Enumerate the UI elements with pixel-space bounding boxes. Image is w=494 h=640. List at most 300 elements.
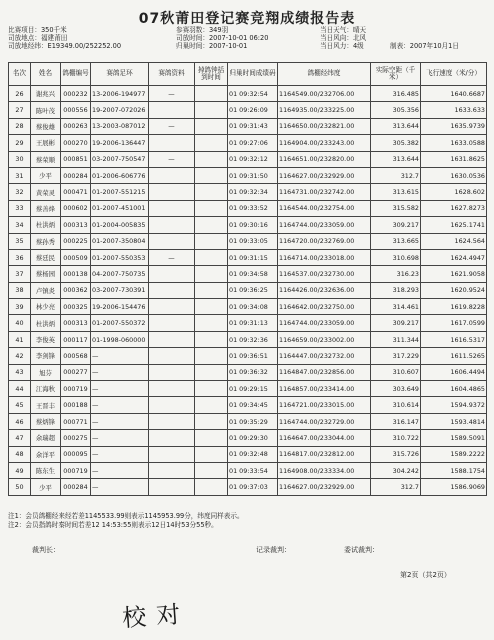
cell-clock-time bbox=[195, 217, 228, 233]
table-row bbox=[9, 151, 487, 167]
cell-bird-info: — bbox=[149, 249, 195, 265]
cell-rank: 26 bbox=[9, 86, 31, 102]
cell-distance: 310.722 bbox=[371, 430, 421, 446]
cell-distance: 314.461 bbox=[371, 299, 421, 315]
header-rank: 名次 bbox=[9, 63, 31, 86]
header-clock-time: 掉鸽钟括到时间 bbox=[195, 63, 228, 86]
cell-loft-id: 000263 bbox=[61, 118, 91, 134]
race-distance: 比赛项目：350千米 bbox=[8, 26, 67, 34]
cell-rank: 43 bbox=[9, 364, 31, 380]
cell-distance: 309.217 bbox=[371, 217, 421, 233]
table-row bbox=[9, 413, 487, 429]
cell-bird-info bbox=[149, 479, 195, 495]
cell-loft-id: 000362 bbox=[61, 282, 91, 298]
cell-name: 蔡荣顺 bbox=[31, 151, 61, 167]
release-place: 司放地点：福建莆田 bbox=[8, 34, 68, 43]
cell-loft-id: 000719 bbox=[61, 462, 91, 478]
cell-rank: 31 bbox=[9, 167, 31, 183]
cell-speed: 1606.4494 bbox=[421, 364, 487, 380]
cell-return-time: 01 09:34:58 bbox=[228, 266, 278, 282]
cell-distance: 313.644 bbox=[371, 118, 421, 134]
cell-rank: 33 bbox=[9, 200, 31, 216]
cell-clock-time bbox=[195, 86, 228, 102]
cell-distance: 305.356 bbox=[371, 102, 421, 118]
table-row bbox=[9, 184, 487, 200]
cell-ring: — bbox=[91, 430, 149, 446]
cell-ring: 01-2007-551215 bbox=[91, 184, 149, 200]
cell-bird-info: — bbox=[149, 118, 195, 134]
cell-clock-time bbox=[195, 381, 228, 397]
cell-name: 旭芬 bbox=[31, 364, 61, 380]
cell-coords: 1164651.00/232820.00 bbox=[278, 151, 371, 167]
cell-rank: 41 bbox=[9, 331, 31, 347]
cell-clock-time bbox=[195, 167, 228, 183]
cell-rank: 47 bbox=[9, 430, 31, 446]
cell-rank: 29 bbox=[9, 135, 31, 151]
cell-distance: 316.23 bbox=[371, 266, 421, 282]
cell-return-time: 01 09:32:34 bbox=[228, 184, 278, 200]
cell-speed: 1604.4865 bbox=[421, 381, 487, 397]
cell-speed: 1635.9739 bbox=[421, 118, 487, 134]
cell-rank: 37 bbox=[9, 266, 31, 282]
cell-rank: 42 bbox=[9, 348, 31, 364]
cell-return-time: 01 09:36:25 bbox=[228, 282, 278, 298]
cell-speed: 1611.5265 bbox=[421, 348, 487, 364]
table-row bbox=[9, 299, 487, 315]
cell-coords: 1164817.00/232812.00 bbox=[278, 446, 371, 462]
cell-speed: 1616.5317 bbox=[421, 331, 487, 347]
cell-bird-info bbox=[149, 282, 195, 298]
cell-distance: 305.382 bbox=[371, 135, 421, 151]
cell-ring: 19-2006-136447 bbox=[91, 135, 149, 151]
cell-distance: 315.582 bbox=[371, 200, 421, 216]
cell-bird-info bbox=[149, 299, 195, 315]
cell-rank: 40 bbox=[9, 315, 31, 331]
cell-ring: — bbox=[91, 462, 149, 478]
cell-coords: 1164537.00/232730.00 bbox=[278, 266, 371, 282]
cell-return-time: 01 09:35:29 bbox=[228, 413, 278, 429]
header-coords: 鸽棚经纬度 bbox=[278, 63, 371, 86]
cell-coords: 1164935.00/233225.00 bbox=[278, 102, 371, 118]
cell-clock-time bbox=[195, 118, 228, 134]
cell-speed: 1588.1754 bbox=[421, 462, 487, 478]
cell-name: 蔡俊雄 bbox=[31, 118, 61, 134]
cell-clock-time bbox=[195, 348, 228, 364]
cell-rank: 48 bbox=[9, 446, 31, 462]
table-header-row bbox=[9, 63, 487, 86]
table-row bbox=[9, 167, 487, 183]
cell-bird-info bbox=[149, 413, 195, 429]
cell-coords: 1164857.00/233414.00 bbox=[278, 381, 371, 397]
table-row bbox=[9, 135, 487, 151]
cell-return-time: 01 09:33:54 bbox=[228, 462, 278, 478]
cell-rank: 35 bbox=[9, 233, 31, 249]
cell-ring: — bbox=[91, 479, 149, 495]
cell-return-time: 01 09:32:12 bbox=[228, 151, 278, 167]
cell-return-time: 01 09:27:06 bbox=[228, 135, 278, 151]
cell-clock-time bbox=[195, 364, 228, 380]
header-ring: 赛鸽足环 bbox=[91, 63, 149, 86]
cell-bird-info bbox=[149, 381, 195, 397]
cell-return-time: 01 09:31:43 bbox=[228, 118, 278, 134]
table-row bbox=[9, 217, 487, 233]
cell-loft-id: 000313 bbox=[61, 315, 91, 331]
committee-label: 委试裁判： bbox=[344, 546, 379, 554]
header-bird-info: 赛鸽资料 bbox=[149, 63, 195, 86]
header-distance: 实际空距（千米） bbox=[371, 63, 421, 86]
table-row bbox=[9, 397, 487, 413]
cell-ring: 01-2007-550353 bbox=[91, 249, 149, 265]
cell-return-time: 01 09:29:30 bbox=[228, 430, 278, 446]
cell-name: 少平 bbox=[31, 479, 61, 495]
page-number: 第2页（共2页） bbox=[400, 571, 451, 579]
chief-judge-label: 裁判长： bbox=[32, 546, 60, 554]
cell-loft-id: 000270 bbox=[61, 135, 91, 151]
cell-clock-time bbox=[195, 299, 228, 315]
cell-bird-info: — bbox=[149, 86, 195, 102]
cell-coords: 1164731.00/232742.00 bbox=[278, 184, 371, 200]
cell-bird-info bbox=[149, 348, 195, 364]
release-coords: 司放地经纬：E19349.00/252252.00 bbox=[8, 42, 122, 51]
cell-loft-id: 000117 bbox=[61, 331, 91, 347]
cell-rank: 32 bbox=[9, 184, 31, 200]
cell-clock-time bbox=[195, 151, 228, 167]
signature-line bbox=[0, 545, 494, 557]
cell-clock-time bbox=[195, 184, 228, 200]
cell-clock-time bbox=[195, 135, 228, 151]
cell-ring: 19-2006-154476 bbox=[91, 299, 149, 315]
footnote-2: 注2：会员指鸽时秦时间若差12 14:53:55则表示12日14时53分55秒。 bbox=[8, 521, 218, 529]
cell-ring: 13-2006-194977 bbox=[91, 86, 149, 102]
cell-coords: 1164744.00/233059.00 bbox=[278, 217, 371, 233]
cell-return-time: 01 09:33:52 bbox=[228, 200, 278, 216]
cell-bird-info bbox=[149, 430, 195, 446]
cell-name: 蔡炳锋 bbox=[31, 413, 61, 429]
wind-force: 当日风力：4级 bbox=[320, 42, 364, 51]
cell-rank: 36 bbox=[9, 249, 31, 265]
cell-rank: 38 bbox=[9, 282, 31, 298]
release-time: 司放时间：2007-10-01 06:20 bbox=[176, 34, 269, 43]
cell-name: 蔡孙秀 bbox=[31, 233, 61, 249]
cell-clock-time bbox=[195, 233, 228, 249]
cell-name: 杜洪炳 bbox=[31, 217, 61, 233]
cell-speed: 1630.0536 bbox=[421, 167, 487, 183]
cell-bird-info bbox=[149, 233, 195, 249]
table-row bbox=[9, 381, 487, 397]
cell-name: 蔡善烽 bbox=[31, 200, 61, 216]
footnotes bbox=[8, 512, 488, 530]
cell-return-time: 01 09:31:50 bbox=[228, 167, 278, 183]
cell-speed: 1594.9372 bbox=[421, 397, 487, 413]
cell-clock-time bbox=[195, 446, 228, 462]
cell-name: 林少亮 bbox=[31, 299, 61, 315]
cell-speed: 1631.8625 bbox=[421, 151, 487, 167]
cell-return-time: 01 09:30:16 bbox=[228, 217, 278, 233]
cell-bird-info bbox=[149, 217, 195, 233]
cell-return-time: 01 09:31:15 bbox=[228, 249, 278, 265]
recorder-label: 记录裁判： bbox=[256, 546, 291, 554]
table-row bbox=[9, 266, 487, 282]
cell-distance: 315.726 bbox=[371, 446, 421, 462]
cell-loft-id: 000325 bbox=[61, 299, 91, 315]
meta-col-3 bbox=[320, 26, 366, 51]
cell-rank: 46 bbox=[9, 413, 31, 429]
cell-bird-info bbox=[149, 200, 195, 216]
cell-ring: 01-2007-350804 bbox=[91, 233, 149, 249]
table-row bbox=[9, 348, 487, 364]
cell-return-time: 01 09:32:54 bbox=[228, 86, 278, 102]
cell-distance: 313.665 bbox=[371, 233, 421, 249]
cell-bird-info bbox=[149, 397, 195, 413]
cell-clock-time bbox=[195, 413, 228, 429]
entry-count: 参赛羽数：349羽 bbox=[176, 26, 229, 34]
cell-return-time: 01 09:31:13 bbox=[228, 315, 278, 331]
cell-coords: 1164908.00/233334.00 bbox=[278, 462, 371, 478]
cell-speed: 1625.1741 bbox=[421, 217, 487, 233]
cell-distance: 312.7 bbox=[371, 167, 421, 183]
weather: 当日天气：晴天 bbox=[320, 26, 367, 34]
cell-ring: 01-2007-550372 bbox=[91, 315, 149, 331]
cell-bird-info bbox=[149, 462, 195, 478]
table-row bbox=[9, 479, 487, 495]
cell-loft-id: 000851 bbox=[61, 151, 91, 167]
cell-coords: 1164549.00/232706.00 bbox=[278, 86, 371, 102]
cell-loft-id: 000568 bbox=[61, 348, 91, 364]
cell-coords: 1164627.00/232929.00 bbox=[278, 479, 371, 495]
cell-return-time: 01 09:32:48 bbox=[228, 446, 278, 462]
cell-return-time: 01 09:26:09 bbox=[228, 102, 278, 118]
cell-distance: 313.644 bbox=[371, 151, 421, 167]
meta-col-2 bbox=[176, 26, 268, 51]
cell-speed: 1628.602 bbox=[421, 184, 487, 200]
cell-bird-info bbox=[149, 364, 195, 380]
cell-clock-time bbox=[195, 266, 228, 282]
cell-return-time: 01 09:36:51 bbox=[228, 348, 278, 364]
report-title: 07秋莆田登记赛竞翔成绩报告表 bbox=[138, 11, 356, 27]
cell-coords: 1164720.00/232769.00 bbox=[278, 233, 371, 249]
cell-ring: — bbox=[91, 397, 149, 413]
handwritten-proofread-note: 校对 bbox=[121, 599, 192, 633]
cell-distance: 304.242 bbox=[371, 462, 421, 478]
cell-name: 蔡廷民 bbox=[31, 249, 61, 265]
cell-coords: 1164659.00/233002.00 bbox=[278, 331, 371, 347]
cell-ring: — bbox=[91, 381, 149, 397]
cell-loft-id: 000471 bbox=[61, 184, 91, 200]
cell-speed: 1586.9069 bbox=[421, 479, 487, 495]
cell-coords: 1164744.00/232729.00 bbox=[278, 413, 371, 429]
cell-ring: 04-2007-750735 bbox=[91, 266, 149, 282]
table-row bbox=[9, 86, 487, 102]
cell-name: 黄荣灵 bbox=[31, 184, 61, 200]
cell-ring: 13-2003-087012 bbox=[91, 118, 149, 134]
cell-coords: 1164544.00/232754.00 bbox=[278, 200, 371, 216]
cell-distance: 309.217 bbox=[371, 315, 421, 331]
table-row bbox=[9, 249, 487, 265]
cell-rank: 49 bbox=[9, 462, 31, 478]
cell-speed: 1619.8228 bbox=[421, 299, 487, 315]
table-row bbox=[9, 102, 487, 118]
cell-distance: 310.614 bbox=[371, 397, 421, 413]
cell-distance: 317.229 bbox=[371, 348, 421, 364]
cell-loft-id: 000277 bbox=[61, 364, 91, 380]
cell-clock-time bbox=[195, 102, 228, 118]
cell-speed: 1624.4947 bbox=[421, 249, 487, 265]
cell-ring: 19-2007-072026 bbox=[91, 102, 149, 118]
table-row bbox=[9, 282, 487, 298]
cell-loft-id: 000284 bbox=[61, 479, 91, 495]
cell-rank: 39 bbox=[9, 299, 31, 315]
cell-name: 王展彬 bbox=[31, 135, 61, 151]
cell-bird-info bbox=[149, 266, 195, 282]
cell-coords: 1164721.00/233015.00 bbox=[278, 397, 371, 413]
cell-name: 王晋丰 bbox=[31, 397, 61, 413]
cell-ring: — bbox=[91, 446, 149, 462]
cell-loft-id: 000556 bbox=[61, 102, 91, 118]
cell-loft-id: 000188 bbox=[61, 397, 91, 413]
cell-loft-id: 000232 bbox=[61, 86, 91, 102]
cell-bird-info bbox=[149, 102, 195, 118]
cell-return-time: 01 09:29:15 bbox=[228, 381, 278, 397]
cell-loft-id: 000225 bbox=[61, 233, 91, 249]
cell-bird-info bbox=[149, 167, 195, 183]
table-row bbox=[9, 364, 487, 380]
cell-bird-info bbox=[149, 446, 195, 462]
cell-name: 少平 bbox=[31, 167, 61, 183]
cell-ring: 01-2004-005835 bbox=[91, 217, 149, 233]
cell-loft-id: 000602 bbox=[61, 200, 91, 216]
cell-distance: 310.698 bbox=[371, 249, 421, 265]
table-row bbox=[9, 118, 487, 134]
cell-clock-time bbox=[195, 200, 228, 216]
cell-speed: 1593.4814 bbox=[421, 413, 487, 429]
cell-name: 卢镇炎 bbox=[31, 282, 61, 298]
cell-speed: 1617.0599 bbox=[421, 315, 487, 331]
cell-loft-id: 000138 bbox=[61, 266, 91, 282]
cell-coords: 1164627.00/232929.00 bbox=[278, 167, 371, 183]
cell-bird-info bbox=[149, 135, 195, 151]
cell-rank: 27 bbox=[9, 102, 31, 118]
cell-speed: 1627.8273 bbox=[421, 200, 487, 216]
cell-loft-id: 000719 bbox=[61, 381, 91, 397]
cell-rank: 28 bbox=[9, 118, 31, 134]
cell-clock-time bbox=[195, 282, 228, 298]
cell-coords: 1164714.00/233018.00 bbox=[278, 249, 371, 265]
cell-return-time: 01 09:33:05 bbox=[228, 233, 278, 249]
cell-distance: 310.607 bbox=[371, 364, 421, 380]
cell-distance: 318.293 bbox=[371, 282, 421, 298]
cell-loft-id: 000509 bbox=[61, 249, 91, 265]
cell-distance: 316.147 bbox=[371, 413, 421, 429]
cell-clock-time bbox=[195, 430, 228, 446]
cell-speed: 1633.633 bbox=[421, 102, 487, 118]
table-row bbox=[9, 331, 487, 347]
cell-clock-time bbox=[195, 315, 228, 331]
cell-return-time: 01 09:36:32 bbox=[228, 364, 278, 380]
table-row bbox=[9, 200, 487, 216]
cell-name: 蔡杨园 bbox=[31, 266, 61, 282]
cell-bird-info bbox=[149, 331, 195, 347]
cell-coords: 1164744.00/233059.00 bbox=[278, 315, 371, 331]
cell-coords: 1164642.00/232750.00 bbox=[278, 299, 371, 315]
cell-coords: 1164650.00/232821.00 bbox=[278, 118, 371, 134]
cell-name: 谢兆兴 bbox=[31, 86, 61, 102]
footnote-1: 注1：会员鸽棚经来经若差1145533.99则表示1145953.99分，纬度同样表示。 bbox=[8, 512, 244, 520]
cell-coords: 1164426.00/232636.00 bbox=[278, 282, 371, 298]
cell-return-time: 01 09:34:08 bbox=[228, 299, 278, 315]
cell-distance: 316.485 bbox=[371, 86, 421, 102]
cell-bird-info bbox=[149, 184, 195, 200]
cell-ring: 03-2007-750547 bbox=[91, 151, 149, 167]
cell-ring: 01-2007-451001 bbox=[91, 200, 149, 216]
cell-loft-id: 000771 bbox=[61, 413, 91, 429]
cell-coords: 1164904.00/233243.00 bbox=[278, 135, 371, 151]
cell-ring: 01-1998-060000 bbox=[91, 331, 149, 347]
cell-clock-time bbox=[195, 331, 228, 347]
cell-distance: 312.7 bbox=[371, 479, 421, 495]
cell-loft-id: 000275 bbox=[61, 430, 91, 446]
cell-bird-info: — bbox=[149, 151, 195, 167]
cell-rank: 34 bbox=[9, 217, 31, 233]
cell-speed: 1621.9058 bbox=[421, 266, 487, 282]
cell-loft-id: 000095 bbox=[61, 446, 91, 462]
cell-coords: 1164647.00/233044.00 bbox=[278, 430, 371, 446]
cell-name: 余洋平 bbox=[31, 446, 61, 462]
cell-name: 陈叶茂 bbox=[31, 102, 61, 118]
header-speed: 飞行速度（米/分） bbox=[421, 63, 487, 86]
cell-clock-time bbox=[195, 397, 228, 413]
cell-distance: 313.615 bbox=[371, 184, 421, 200]
cell-coords: 1164847.00/232856.00 bbox=[278, 364, 371, 380]
cell-bird-info bbox=[149, 315, 195, 331]
table-row bbox=[9, 462, 487, 478]
cell-speed: 1640.6687 bbox=[421, 86, 487, 102]
table-row bbox=[9, 315, 487, 331]
table-row bbox=[9, 430, 487, 446]
cell-rank: 44 bbox=[9, 381, 31, 397]
cell-name: 陈东生 bbox=[31, 462, 61, 478]
cell-return-time: 01 09:34:45 bbox=[228, 397, 278, 413]
cell-name: 李俊英 bbox=[31, 331, 61, 347]
cell-rank: 45 bbox=[9, 397, 31, 413]
made-date: 制表：2007年10月1日 bbox=[390, 42, 459, 51]
cell-rank: 50 bbox=[9, 479, 31, 495]
header-return-time: 归巢时间成绩码 bbox=[228, 63, 278, 86]
cell-speed: 1633.0588 bbox=[421, 135, 487, 151]
table-row bbox=[9, 233, 487, 249]
cell-clock-time bbox=[195, 462, 228, 478]
cell-distance: 303.649 bbox=[371, 381, 421, 397]
cell-speed: 1620.9524 bbox=[421, 282, 487, 298]
table-row bbox=[9, 446, 487, 462]
cell-loft-id: 000284 bbox=[61, 167, 91, 183]
cell-loft-id: 000313 bbox=[61, 217, 91, 233]
header-loft-id: 鸽棚编号 bbox=[61, 63, 91, 86]
cell-coords: 1164447.00/232732.00 bbox=[278, 348, 371, 364]
cell-ring: — bbox=[91, 364, 149, 380]
cell-rank: 30 bbox=[9, 151, 31, 167]
header-name: 姓名 bbox=[31, 63, 61, 86]
cell-clock-time bbox=[195, 249, 228, 265]
cell-distance: 311.344 bbox=[371, 331, 421, 347]
cell-name: 李剑锋 bbox=[31, 348, 61, 364]
cell-return-time: 01 09:32:36 bbox=[228, 331, 278, 347]
cell-speed: 1589.2222 bbox=[421, 446, 487, 462]
cell-ring: 01-2006-606776 bbox=[91, 167, 149, 183]
cell-ring: — bbox=[91, 413, 149, 429]
cell-ring: 03-2007-730391 bbox=[91, 282, 149, 298]
cell-clock-time bbox=[195, 479, 228, 495]
cell-name: 杜洪炳 bbox=[31, 315, 61, 331]
